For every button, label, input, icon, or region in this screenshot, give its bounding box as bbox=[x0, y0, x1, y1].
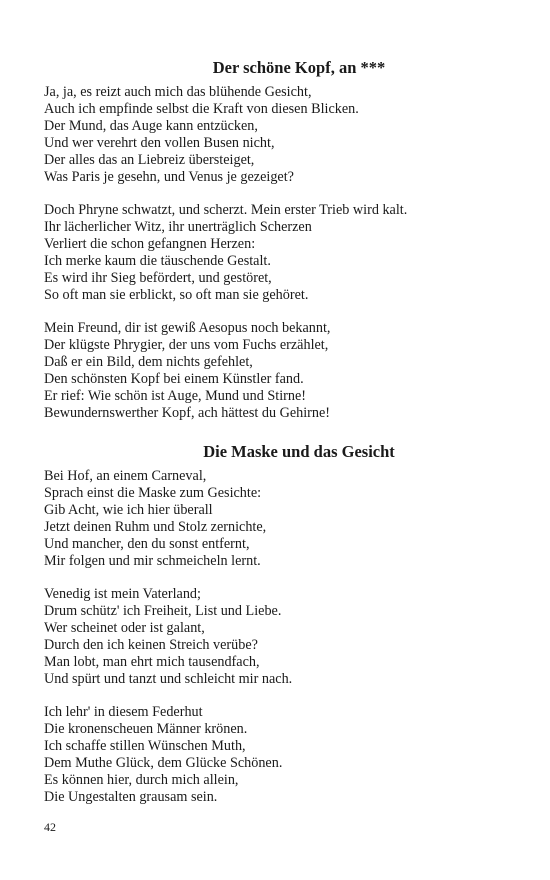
stanza bbox=[44, 84, 514, 186]
poem-line: Ja, ja, es reizt auch mich das blühende Gesicht, bbox=[44, 84, 312, 100]
poem-line: Was Paris je gesehn, und Venus je gezeiget? bbox=[44, 169, 294, 185]
poem-line: Man lobt, man ehrt mich tausendfach, bbox=[44, 654, 260, 670]
poem-line: Drum schütz' ich Freiheit, List und Liebe. bbox=[44, 603, 282, 619]
stanza bbox=[44, 586, 514, 688]
poem-line: Mir folgen und mir schmeicheln lernt. bbox=[44, 553, 261, 569]
poem-line: Jetzt deinen Ruhm und Stolz zernichte, bbox=[44, 519, 267, 535]
poem-line: Durch den ich keinen Streich verübe? bbox=[44, 637, 258, 653]
stanza bbox=[44, 704, 514, 806]
poem-line: Es wird ihr Sieg befördert, und gestöret, bbox=[44, 270, 272, 286]
poem-line: Gib Acht, wie ich hier überall bbox=[44, 502, 213, 518]
poem-line: Bei Hof, an einem Carneval, bbox=[44, 468, 207, 484]
poem-title: Der schöne Kopf, an *** bbox=[212, 58, 386, 77]
poem-line: Ich merke kaum die täuschende Gestalt. bbox=[44, 253, 271, 269]
poem-line: Und spürt und tanzt und schleicht mir nach. bbox=[44, 671, 293, 687]
poem-line: Und mancher, den du sonst entfernt, bbox=[44, 536, 250, 552]
poem-line: Ihr lächerlicher Witz, ihr unerträglich Scherzen bbox=[44, 219, 312, 235]
poem-line: Mein Freund, dir ist gewiß Aesopus noch bekannt, bbox=[44, 320, 331, 336]
poem-line: Dem Muthe Glück, dem Glücke Schönen. bbox=[44, 755, 283, 771]
poem-line: Und wer verehrt den vollen Busen nicht, bbox=[44, 135, 275, 151]
poem-line: Es können hier, durch mich allein, bbox=[44, 772, 239, 788]
poem-line: Venedig ist mein Vaterland; bbox=[44, 586, 201, 602]
poem-line: Die kronenscheuen Männer krönen. bbox=[44, 721, 248, 737]
poem-line: So oft man sie erblickt, so oft man sie gehöret. bbox=[44, 287, 309, 303]
poem-line: Ich lehr' in diesem Federhut bbox=[44, 704, 203, 720]
poem-line: Bewundernswerther Kopf, ach hättest du Gehirne! bbox=[44, 405, 331, 421]
stanza bbox=[44, 202, 514, 304]
poem-line: Ich schaffe stillen Wünschen Muth, bbox=[44, 738, 246, 754]
poem-line: Verliert die schon gefangnen Herzen: bbox=[44, 236, 256, 252]
poem-line: Auch ich empfinde selbst die Kraft von diesen Blicken. bbox=[44, 101, 359, 117]
poem bbox=[44, 440, 514, 806]
poem-line: Der alles das an Liebreiz übersteiget, bbox=[44, 152, 255, 168]
stanza bbox=[44, 468, 514, 570]
poem-line: Er rief: Wie schön ist Auge, Mund und Stirne! bbox=[44, 388, 306, 404]
poem-title: Die Maske und das Gesicht bbox=[203, 442, 395, 461]
stanza bbox=[44, 320, 514, 422]
poem-line: Der Mund, das Auge kann entzücken, bbox=[44, 118, 258, 134]
page-content bbox=[44, 56, 514, 806]
poem bbox=[44, 56, 514, 422]
poem-line: Doch Phryne schwatzt, und scherzt. Mein erster Trieb wird kalt. bbox=[44, 202, 408, 218]
poem-line: Der klügste Phrygier, der uns vom Fuchs erzählet, bbox=[44, 337, 329, 353]
poem-line: Den schönsten Kopf bei einem Künstler fand. bbox=[44, 371, 304, 387]
poem-line: Wer scheinet oder ist galant, bbox=[44, 620, 205, 636]
poem-line: Die Ungestalten grausam sein. bbox=[44, 789, 218, 805]
poem-line: Sprach einst die Maske zum Gesichte: bbox=[44, 485, 262, 501]
page-number: 42 bbox=[44, 820, 56, 834]
poem-line: Daß er ein Bild, dem nichts gefehlet, bbox=[44, 354, 253, 370]
